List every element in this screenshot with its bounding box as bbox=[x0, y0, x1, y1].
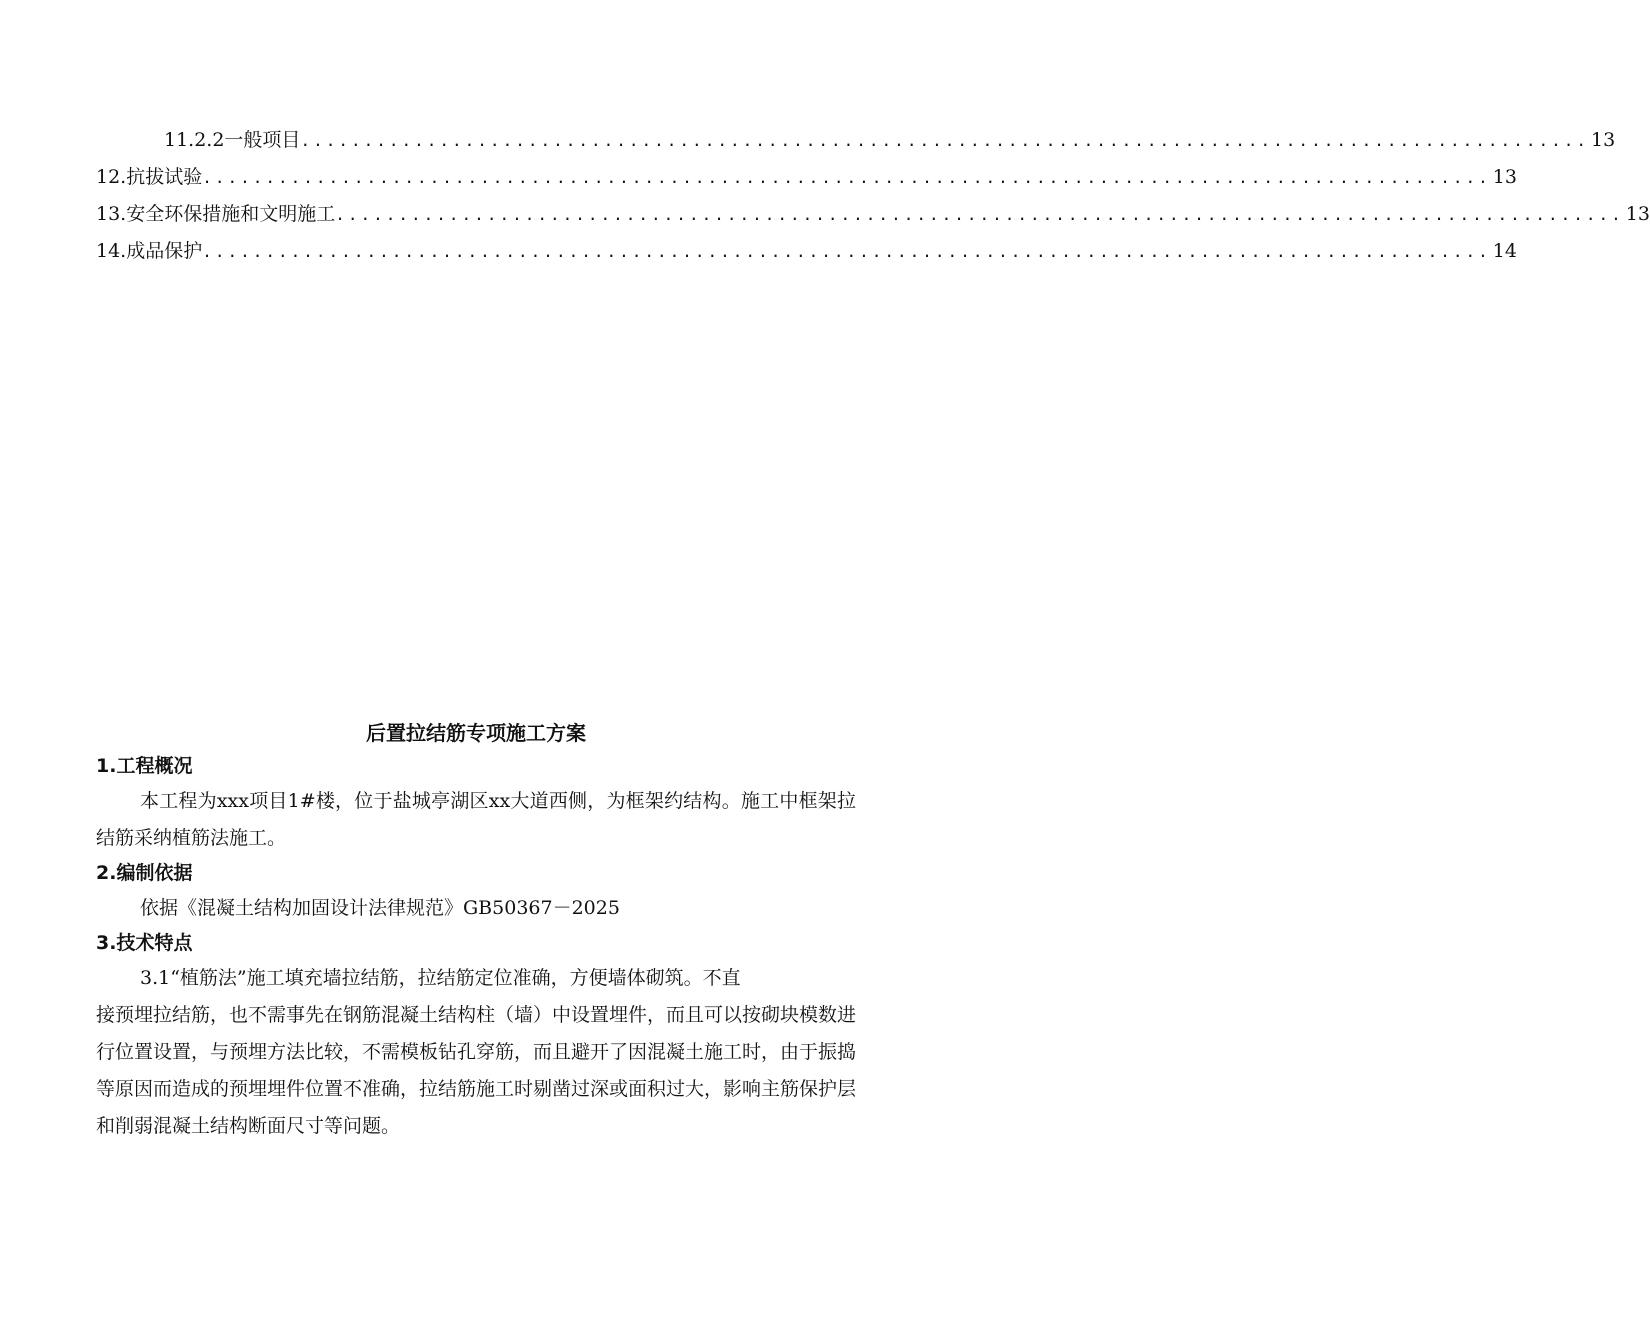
table-of-contents bbox=[96, 122, 1650, 270]
toc-entry-page: 14 bbox=[1492, 240, 1517, 262]
toc-leader-dots: ...................................................................................................... bbox=[202, 242, 1491, 261]
document-title: 后置拉结筋专项施工方案 bbox=[366, 721, 586, 745]
toc-entry[interactable] bbox=[96, 159, 1517, 196]
section-heading: 3.技术特点 bbox=[96, 932, 193, 954]
toc-leader-dots: ...................................................................................................... bbox=[300, 131, 1589, 150]
section-heading: 1.工程概况 bbox=[96, 755, 193, 777]
section-paragraph: 依据《混凝土结构加固设计法律规范》GB50367－2025 bbox=[140, 897, 620, 919]
toc-entry-label: 14.成品保护 bbox=[96, 240, 203, 262]
toc-entry[interactable] bbox=[96, 122, 1616, 159]
toc-entry-page: 13 bbox=[1590, 129, 1616, 151]
section-paragraph: 3.1“植筋法”施工填充墙拉结筋，拉结筋定位准确，方便墙体砌筑。不直 bbox=[140, 967, 741, 989]
toc-entry-label: 13.安全环保措施和文明施工 bbox=[96, 203, 336, 225]
toc-entry[interactable] bbox=[96, 196, 1650, 233]
toc-leader-dots: ...................................................................................................... bbox=[335, 205, 1624, 224]
section-heading: 2.编制依据 bbox=[96, 862, 193, 884]
toc-leader-dots: ...................................................................................................... bbox=[202, 168, 1491, 187]
toc-entry-label: 11.2.2一般项目 bbox=[164, 129, 301, 151]
section-paragraph: 接预埋拉结筋，也不需事先在钢筋混凝土结构柱（墙）中设置埋件，而且可以按砌块模数进行位置设置，与预埋方法比较，不需模板钻孔穿筋，而且避开了因混凝土施工时，由于振捣等原因而造成的预埋埋件位置不准确，拉结筋施工时剔凿过深或面积过大，影响主筋保护层和削弱混凝土结构断面尺寸等问题。 bbox=[96, 1004, 857, 1137]
toc-entry-label: 12.抗拔试验 bbox=[96, 166, 203, 188]
toc-entry-page: 13 bbox=[1492, 166, 1517, 188]
section-paragraph: 本工程为xxx项目1#楼，位于盐城亭湖区xx大道西侧，为框架约结构。施工中框架拉结筋采纳植筋法施工。 bbox=[96, 790, 856, 849]
toc-entry-page: 13 bbox=[1625, 203, 1650, 225]
toc-entry[interactable] bbox=[96, 233, 1517, 270]
document-body bbox=[96, 716, 856, 1145]
